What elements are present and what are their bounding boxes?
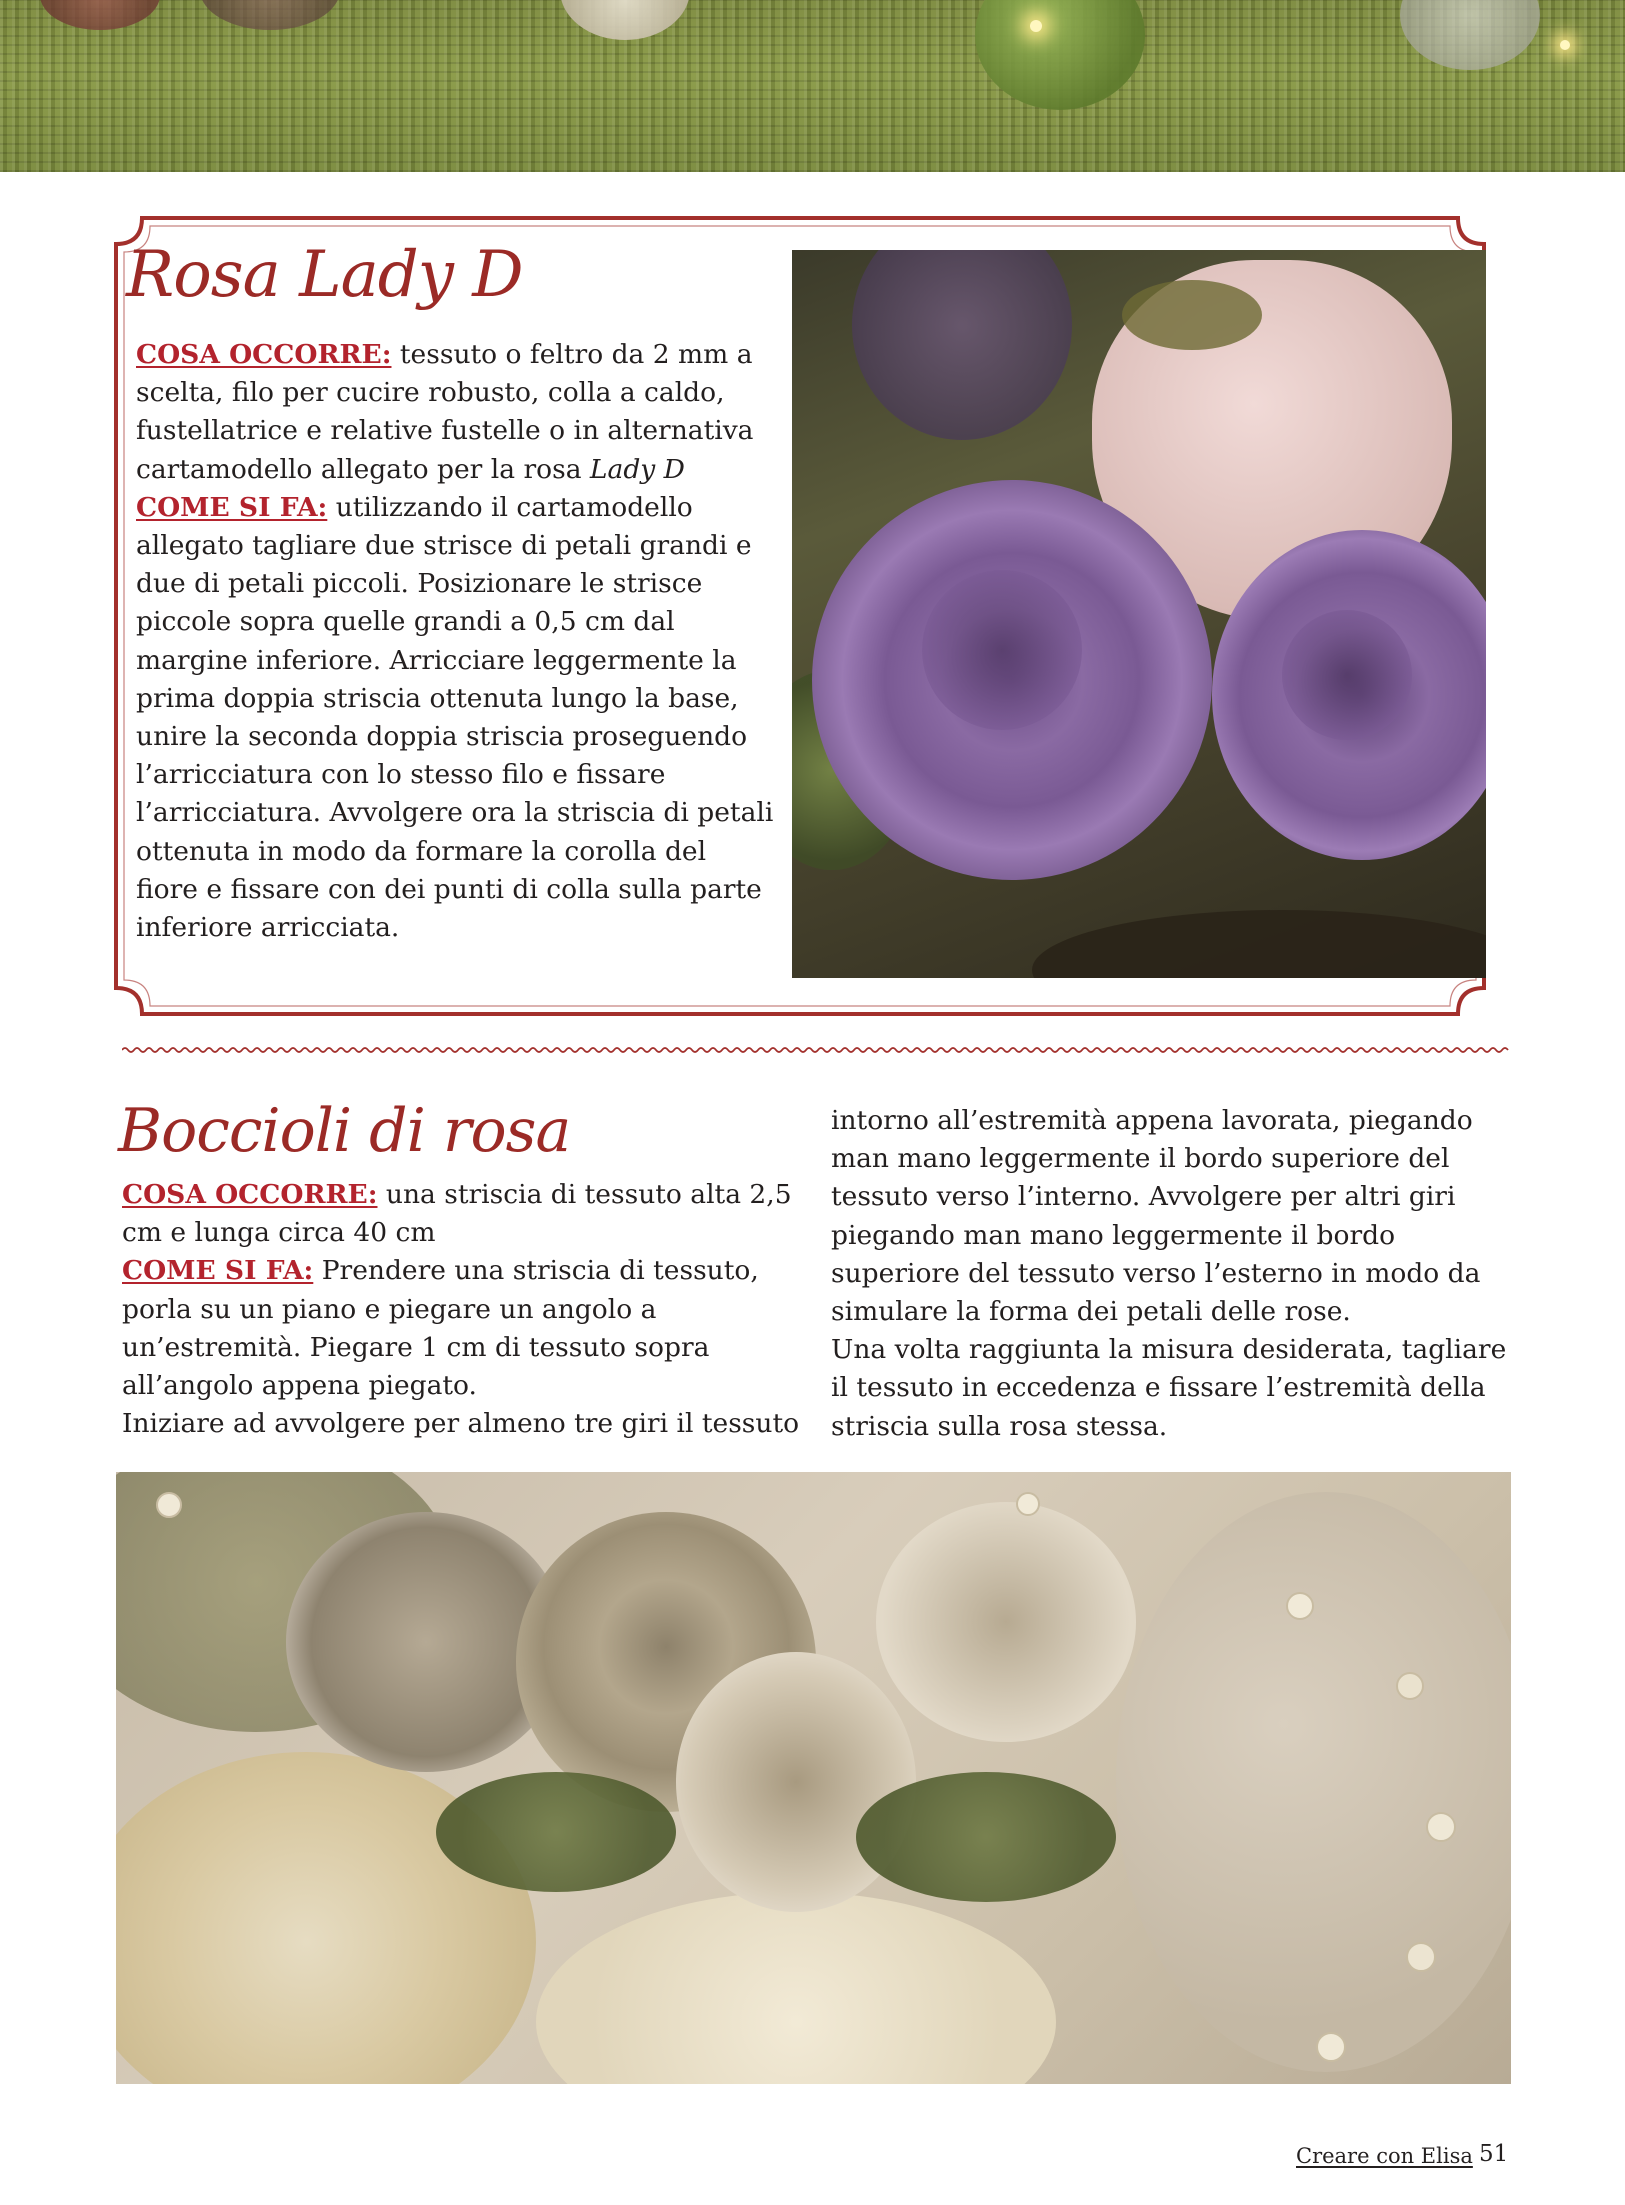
section2-materials	[122, 1176, 802, 1252]
section1-title: Rosa Lady D	[126, 238, 523, 312]
section2-right-paragraph-1: intorno all’estremità appena lavorata, piegando man mano leggermente il bordo superiore del tessuto verso l’interno. Avvolgere per altri giri piegando man mano leggermente il bordo superiore del tessuto verso l’esterno in modo da simulare la forma dei petali delle rose.	[831, 1105, 1481, 1328]
rosa-lady-d-photo	[792, 250, 1486, 978]
footer-page-number: 51	[1479, 2141, 1509, 2167]
section2-method	[122, 1252, 802, 1405]
section2-left-column	[122, 1176, 802, 1443]
section-divider	[122, 1046, 1512, 1054]
section1-body	[136, 336, 774, 947]
top-photo-strip	[0, 0, 1625, 172]
section1-materials-text: tessuto o feltro da 2 mm a scelta, filo per cucire robusto, colla a caldo, fustellatrice e relative fustelle o in alternativa cartamodello allegato per la rosa	[136, 339, 754, 485]
section2-materials-text: una striscia di tessuto alta 2,5 cm e lunga circa 40 cm	[122, 1179, 792, 1249]
section1-materials-label: COSA OCCORRE:	[136, 339, 392, 370]
footer-magazine-name: Creare con Elisa	[1296, 2144, 1473, 2168]
section1-materials-italic: Lady D	[589, 453, 685, 485]
boccioli-di-rosa-photo	[116, 1472, 1511, 2084]
section2-right-column	[831, 1102, 1511, 1446]
section2-title: Boccioli di rosa	[118, 1096, 571, 1166]
section2-right-paragraph-2: Una volta raggiunta la misura desiderata, tagliare il tessuto in eccedenza e fissare l’estremità della striscia sulla rosa stessa.	[831, 1334, 1507, 1442]
section2-method-label: COME SI FA:	[122, 1255, 314, 1287]
section2-materials-label: COSA OCCORRE:	[122, 1179, 378, 1210]
section1-method-text: utilizzando il cartamodello allegato tagliare due strisce di petali grandi e due di petali piccoli. Posizionare le strisce piccole sopra quelle grandi a 0,5 cm dal margine inferiore. Arricciare leggermente la prima doppia striscia ottenuta lungo la base, unire la seconda doppia striscia proseguendo l’arricciatura con lo stesso filo e fissare l’arricciatura. Avvolgere ora la striscia di petali ottenuta in modo da formare la corolla del fiore e fissare con dei punti di colla sulla parte inferiore arricciata.	[136, 491, 774, 944]
section1-materials	[136, 336, 774, 489]
section2-method-text: Prendere una striscia di tessuto, porla su un piano e piegare un angolo a un’estremità. Piegare 1 cm di tessuto sopra all’angolo appena piegato.	[122, 1255, 759, 1402]
section2-method-continued: Iniziare ad avvolgere per almeno tre giri il tessuto	[122, 1408, 800, 1440]
section1-method-label: COME SI FA:	[136, 491, 328, 523]
section1-method	[136, 489, 774, 947]
